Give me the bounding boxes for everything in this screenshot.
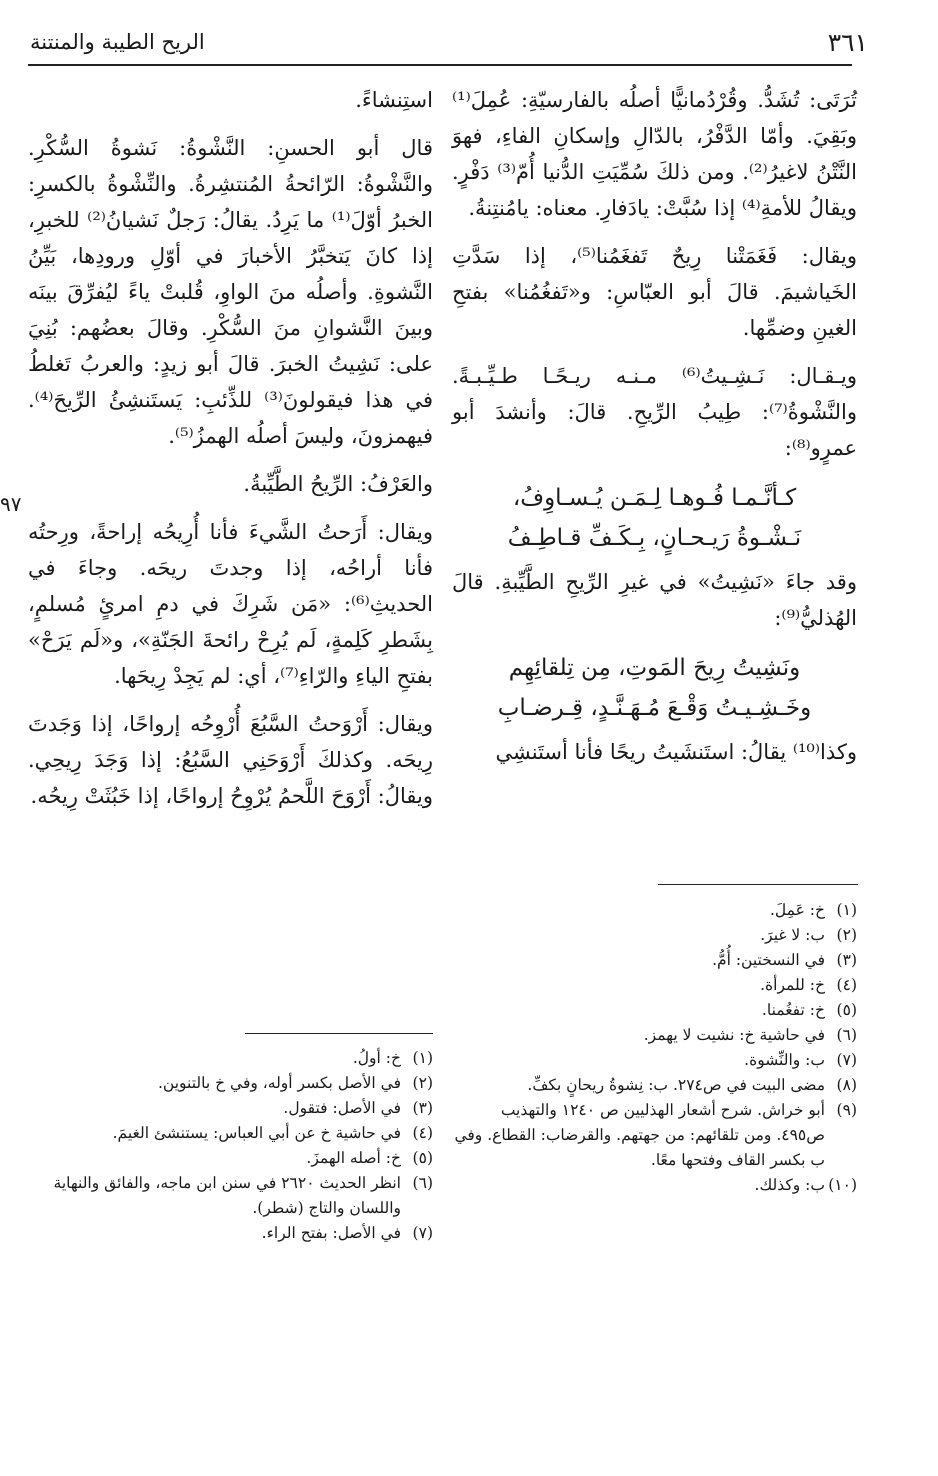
verse-line: ونَشِيتُ رِيحَ المَوتِ، مِن تِلقائِهِم [508, 655, 801, 681]
footnote-text: مضى البيت في ص٢٧٤. ب: نِشوةُ ريحانٍ بكفِّ. [527, 1076, 825, 1094]
paragraph: ويـقـال: نَـشِـيتُ⁽⁶⁾ مـنـه ريـحًـا طـيِّـبـةً. والنَّشْوةُ⁽⁷⁾: طِيبُ الرِّيحِ. قالَ: وأنشدَ أبو عمرٍو⁽⁸⁾: [452, 364, 857, 460]
paragraph: ويقال: فَغَمَتْنا رِيحٌ تَفغَمُنا⁽⁵⁾، إذا سَدَّتِ الخَياشيمَ. قالَ أبو العبّاسِ: و«تَفغُمُنا» بفتحِ الغينِ وضمِّها. [452, 244, 857, 340]
footnote-number: (٥) [412, 1149, 433, 1167]
footnote-text: ب: لا غيرَ. [760, 926, 825, 944]
footnote-text: خ: عَمِلَ. [769, 901, 825, 919]
footnote [452, 1048, 857, 1073]
footnote-number: (٢) [412, 1074, 433, 1092]
footnotes-right [452, 898, 857, 1198]
footnote [452, 923, 857, 948]
verse-block [452, 648, 857, 728]
footnote [28, 1121, 433, 1146]
footnote [452, 1023, 857, 1048]
footnote-rule [245, 1033, 433, 1034]
footnote-text: ب: والنِّشوة. [744, 1051, 825, 1069]
verse-block [452, 478, 857, 558]
footnote-text: في الأصل: فتقول. [283, 1099, 401, 1117]
footnote-text: في النسختين: أُمُّ. [712, 951, 825, 969]
footnote-number: (٣) [412, 1099, 433, 1117]
paragraph: قال أبو الحسنِ: النَّشْوةُ: نَشوةُ السُّكْرِ. والنَّشْوةُ: الرّائحةُ المُنتشِرةُ. والنِّشْوةُ بالكسرِ: الخبرُ أوّلَ⁽¹⁾ ما يَرِدُ. يقالُ: رَجلٌ نَشيانُ⁽²⁾ للخبرِ، إذا كانَ يَتخبَّرُ الأخبارَ في أوّلِ ورودِها، بَيِّنُ النَّشوةِ. وأصلُه منَ الواوِ، قُلبتْ ياءً ليُفرِّقَ بينَه وبينَ النَّشوانِ منَ السُّكْرِ. وقالَ بعضُهم: بُنِيَ على: نَشِيتُ الخبرَ. قالَ أبو زيدٍ: والعربُ تَغلطُ في هذا فيقولونَ⁽³⁾ للذِّئبِ: يَستَنشِئُ الرِّيحَ⁽⁴⁾. فيهمزونَ، وليسَ أصلُه الهمزُ⁽⁵⁾. [28, 136, 434, 448]
footnote-number: (٣) [836, 951, 857, 969]
footnote-text: في الأصل: بفتح الراء. [261, 1224, 401, 1242]
footnote-text: خ: تفغُمنا. [761, 1001, 825, 1019]
paragraph: تُرَتَى: تُشَدُّ. وقُرْدُمانيًّا أصلُه بالفارسيّةِ: عُمِلَ⁽¹⁾ وبَقِيَ. وأمّا الدَّفْرُ، بالدّالِ وإسكانِ الفاءِ، فهوَ النَّتْنُ لاغيرُ⁽²⁾. ومن ذلكَ سُمِّيَتِ الدُّنيا أُمّ⁽³⁾ دَفْرٍ. ويقالُ للأمةِ⁽⁴⁾ إذا سُبَّتْ: يادَفارِ. معناه: يامُنتِنةُ. [452, 88, 858, 220]
footnote-number: (٥) [836, 1001, 857, 1019]
footnote [452, 1173, 857, 1198]
verse-line: وخَـشِـيـتُ وَقْـعَ مُـهَـنَّـدٍ، قِـرضـابِ [497, 695, 812, 721]
footnote-number: (١) [412, 1049, 433, 1067]
footnote-text: انظر الحديث ٢٦٢٠ في سنن ابن ماجه، والفائق والنهاية واللسان والتاج (شطر). [53, 1174, 401, 1217]
paragraph: وكذا⁽¹⁰⁾ يقالُ: استَنشَيتُ ريحًا فأنا أستَنشِي [495, 740, 857, 764]
paragraph: والعَرْفُ: الرِّيحُ الطَّيِّبةُ. [243, 472, 433, 496]
footnote [28, 1171, 433, 1221]
verse-line: نَـشْـوةُ رَيـحـانٍ، بِـكَـفِّ قـاطِـفُ [507, 525, 802, 551]
footnote-number: (٤) [412, 1124, 433, 1142]
footnote [452, 1073, 857, 1098]
footnote-number: (٧) [836, 1051, 857, 1069]
footnote [452, 1098, 857, 1173]
footnote [28, 1221, 433, 1246]
left-column [28, 82, 433, 826]
footnote [28, 1146, 433, 1171]
footnote-number: (٢) [836, 926, 857, 944]
footnote-number: (٦) [412, 1174, 433, 1192]
paragraph: ويقال: أَرْوَحتُ السَّبُعَ أُرْوِحُه إرواحًا، إذا وَجَدتَ رِيحَه. وكذلكَ أَرْوَحَنِي السَّبُعُ: إذا وَجَدَ رِيحِي. ويقالُ: أَرْوَحَ اللَّحمُ يُرْوِحُ إرواحًا، إذا خَبُثَتْ رِيحُه. [28, 712, 433, 808]
footnote [452, 948, 857, 973]
footnotes-left [28, 1046, 433, 1246]
footnote-text: في الأصل بكسر أوله، وفي خ بالتنوين. [158, 1074, 401, 1092]
footnote-text: ب: وكذلك. [754, 1176, 825, 1194]
footnote-text: في حاشية خ: نشيت لا يهمز. [643, 1026, 825, 1044]
footnote-number: (٩) [836, 1101, 857, 1119]
footnote-text: خ: أصله الهمزَ. [306, 1149, 401, 1167]
footnote-number: (٤) [836, 976, 857, 994]
footnote-text: في حاشية خ عن أبي العباس: يستنشئ الغيمَ. [112, 1124, 401, 1142]
footnote [28, 1096, 433, 1121]
footnote-number: (١) [836, 901, 857, 919]
margin-page-mark: ٩٧ [0, 492, 22, 516]
footnote-text: خ: للمرأة. [760, 976, 825, 994]
running-title: الريح الطيبة والمنتنة [30, 30, 205, 54]
footnote-rule [658, 884, 858, 885]
footnote [452, 898, 857, 923]
verse-line: كـأنَّـمـا فُـوهـا لِـمَـن يُـسـاوِفُ، [512, 485, 797, 511]
paragraph: وقد جاءَ «نَشِيتُ» في غيرِ الرِّيحِ الطَّيِّبةِ. قالَ الهُذليُّ⁽⁹⁾: [452, 570, 857, 630]
footnote-number: (٨) [836, 1076, 857, 1094]
paragraph: ويقال: أَرَحتُ الشَّيءَ فأنا أُرِيحُه إراحةً، ورِحتُه فأنا أراحُه، إذا وجدتَ ريحَه. وجاءَ في الحديثِ⁽⁶⁾: «مَن شَرِكَ في دمِ امرئٍ مُسلمٍ، بِشَطرِ كَلِمةٍ، لَم يُرِحْ رائحةَ الجَنّةِ»، و«لَم يَرَحْ» بفتحِ الياءِ والرّاءِ⁽⁷⁾، أي: لم يَجِدْ رِيحَها. [28, 520, 433, 688]
footnote [28, 1046, 433, 1071]
footnote-number: (١٠) [828, 1176, 857, 1194]
footnote [452, 998, 857, 1023]
footnote-text: أبو خراش. شرح أشعار الهذليين ص ١٢٤٠ والتهذيب ص٤٩٥. ومن تلقائهم: من جهتهم. والقرضاب: القطاع. وفي ب بكسر القاف وفتحها معًا. [454, 1101, 825, 1169]
footnote-text: خ: أولُ. [352, 1049, 401, 1067]
footnote [452, 973, 857, 998]
header-rule [28, 64, 852, 66]
right-column [452, 82, 857, 782]
footnote-number: (٦) [836, 1026, 857, 1044]
footnote [28, 1071, 433, 1096]
page-number: ٣٦١ [827, 28, 868, 57]
footnote-number: (٧) [412, 1224, 433, 1242]
paragraph: استِنشاءً. [355, 88, 433, 112]
